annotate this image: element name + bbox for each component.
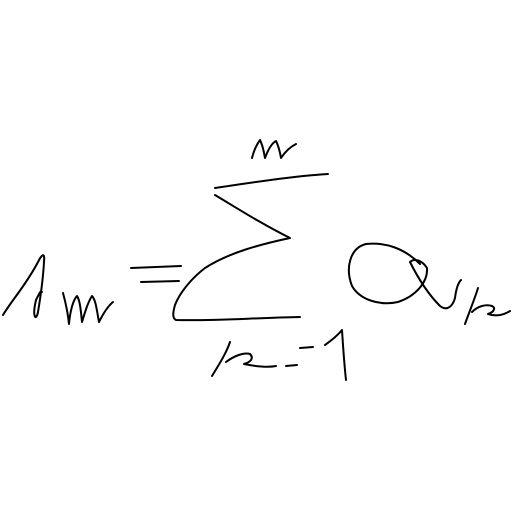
stroke-upper-limit: [252, 140, 296, 158]
stroke-lower-equals-bottom: [286, 365, 297, 366]
stroke-equals-bottom: [141, 281, 179, 282]
stroke-lower-index: [212, 342, 276, 376]
stroke-lhs-symbol: [3, 255, 44, 317]
stroke-lower-value: [325, 330, 346, 380]
stroke-lower-equals-top: [300, 347, 313, 348]
stroke-lhs-subscript: [63, 293, 113, 324]
stroke-equals-top: [131, 266, 181, 268]
stroke-term-subscript: [465, 288, 510, 324]
stroke-sum-operator: [173, 174, 328, 320]
stroke-term-symbol: [349, 244, 461, 309]
